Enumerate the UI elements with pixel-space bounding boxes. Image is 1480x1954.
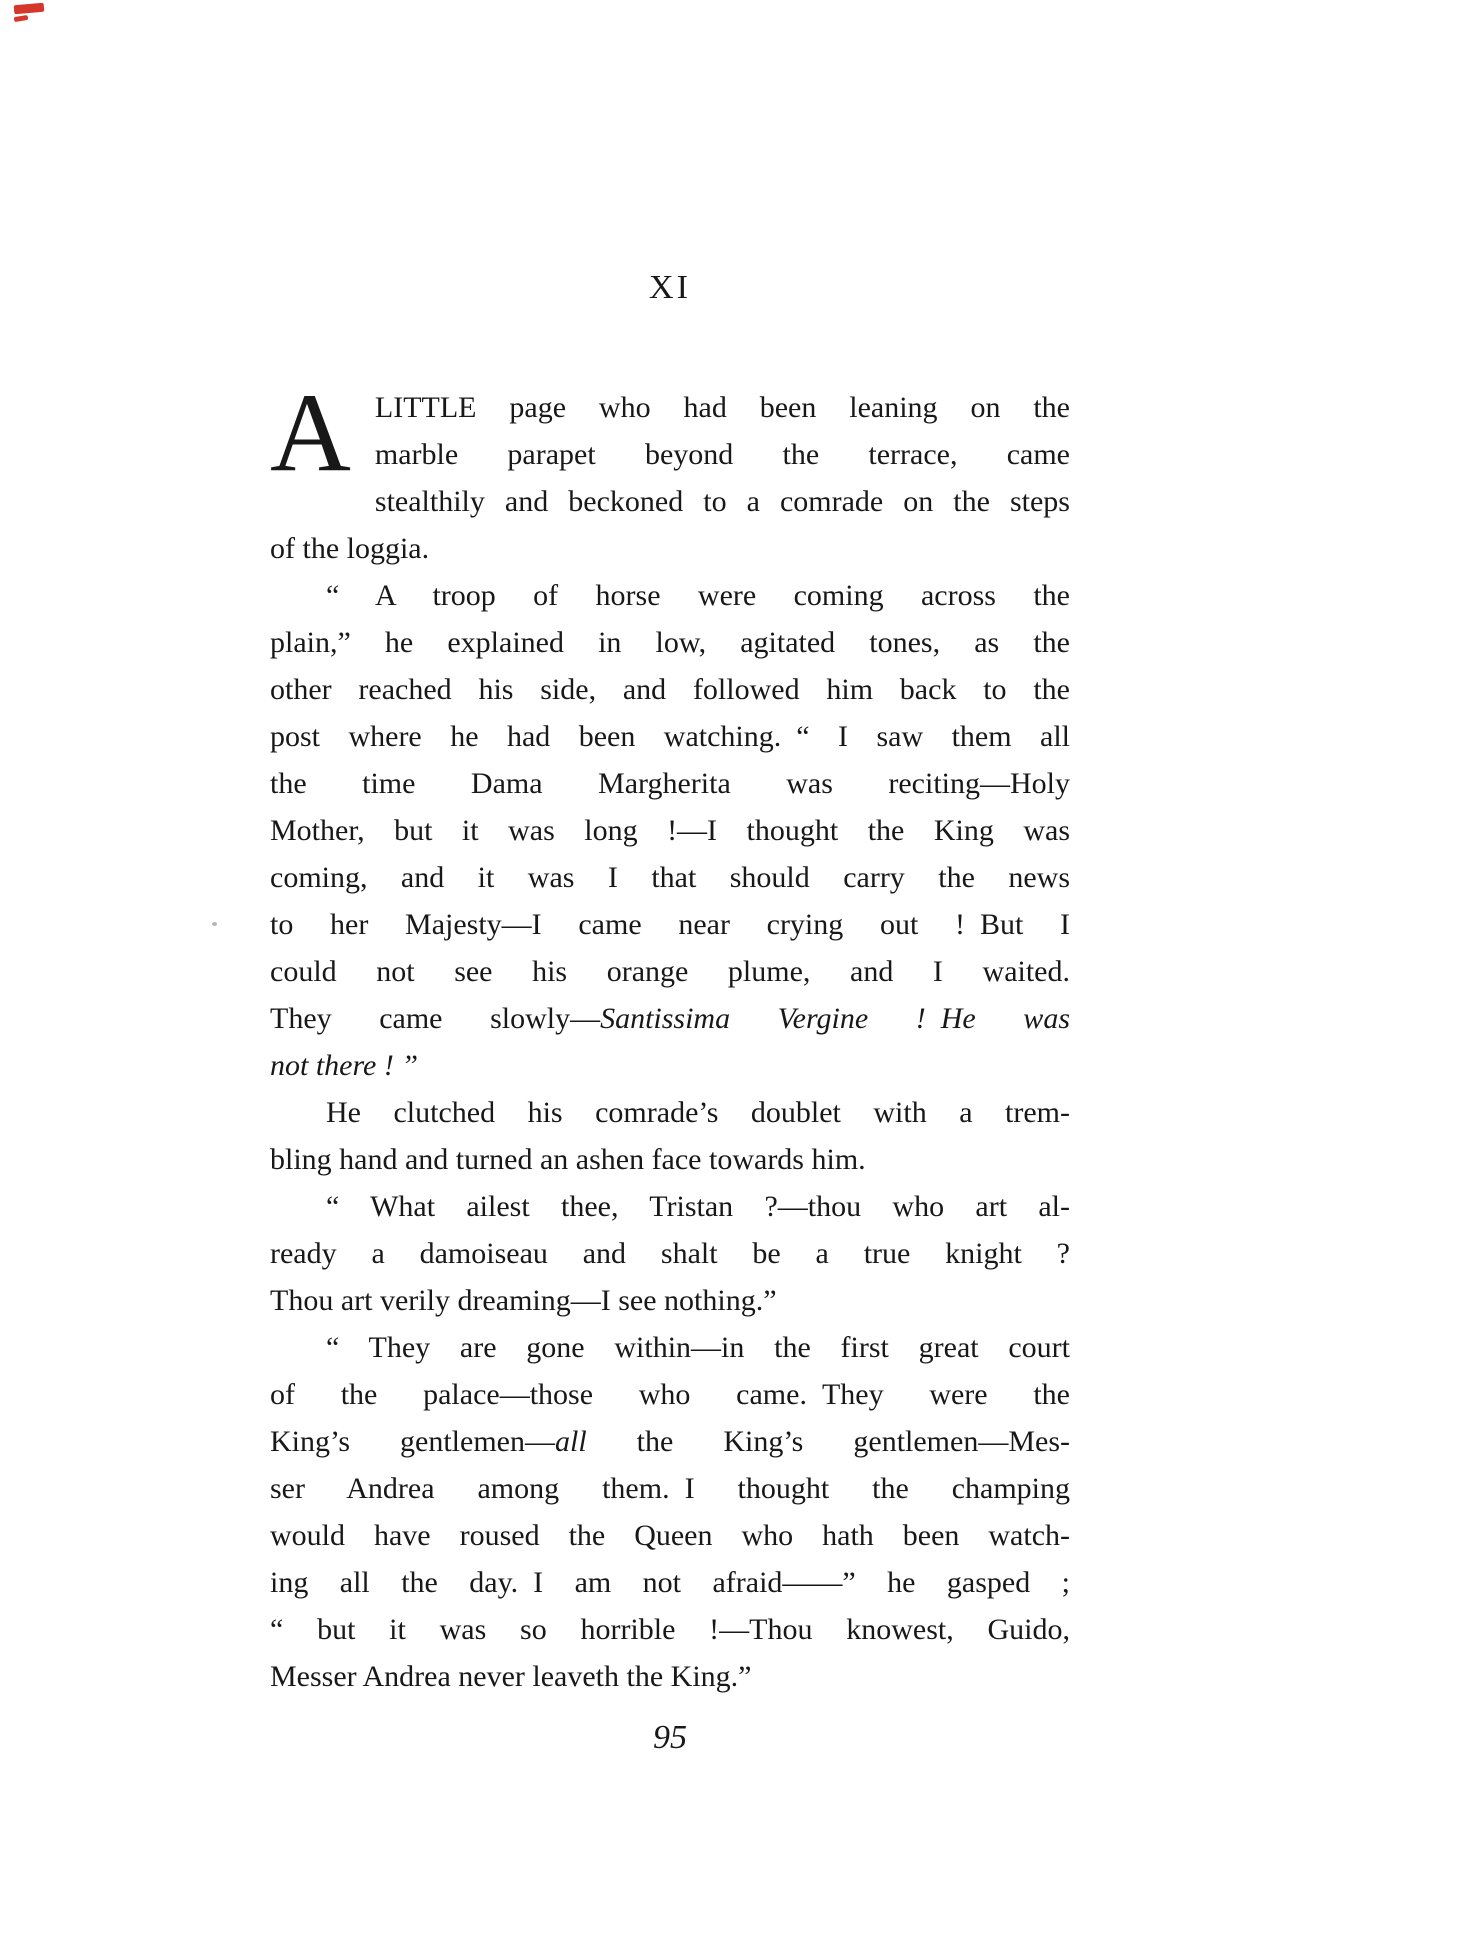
- text-segment: “ but it was so horrible !—Thou knowest, Guido,: [270, 1613, 1070, 1646]
- text-segment: ing all the day. I am not afraid——” he gasped ;: [270, 1566, 1070, 1599]
- text-segment: ready a damoiseau and shalt be a true knight ?: [270, 1237, 1070, 1270]
- text-line: [270, 431, 1070, 478]
- chapter-heading: XI: [649, 269, 691, 306]
- text-segment: of the palace—those who came. They were the: [270, 1378, 1070, 1411]
- text-line: [270, 901, 1070, 948]
- red-scan-mark: [14, 15, 29, 22]
- text-segment: the King’s gentlemen—Mes-: [586, 1425, 1070, 1458]
- text-line: [270, 619, 1070, 666]
- text-segment: the time Dama Margherita was reciting—Holy: [270, 767, 1070, 800]
- red-scan-mark: [14, 3, 45, 15]
- text-segment: Messer Andrea never leaveth the King.”: [270, 1660, 752, 1693]
- text-segment: marble parapet beyond the terrace, came: [374, 438, 1070, 471]
- text-segment: “ What ailest thee, Tristan ?—thou who art al-: [326, 1190, 1070, 1223]
- page-number: 95: [653, 1719, 687, 1756]
- text-line: [270, 1653, 1070, 1700]
- text-line: [270, 1465, 1070, 1512]
- text-segment: They came slowly—: [270, 1002, 601, 1035]
- text-line: [270, 1512, 1070, 1559]
- text-segment: could not see his orange plume, and I waited.: [270, 955, 1070, 988]
- text-line: [270, 1559, 1070, 1606]
- text-segment: ser Andrea among them. I thought the champing: [270, 1472, 1070, 1505]
- text-line: [270, 854, 1070, 901]
- paragraph: [270, 572, 1070, 1089]
- text-line: [270, 1089, 1070, 1136]
- text-segment: LITTLE page who had been leaning on the: [374, 391, 1070, 424]
- text-line: [270, 1230, 1070, 1277]
- text-line: [270, 1324, 1070, 1371]
- text-segment: “ A troop of horse were coming across the: [326, 579, 1070, 612]
- text-line: [270, 666, 1070, 713]
- scan-speck: [212, 922, 217, 926]
- text-line: [270, 1136, 1070, 1183]
- text-line: [270, 1371, 1070, 1418]
- text-segment: post where he had been watching. “ I saw them all: [270, 720, 1070, 753]
- text-segment: of the loggia.: [270, 532, 430, 565]
- text-segment: bling hand and turned an ashen face towards him.: [270, 1143, 866, 1176]
- text-line: [270, 1042, 1070, 1089]
- text-line: [270, 713, 1070, 760]
- text-line: [270, 1418, 1070, 1465]
- text-segment: Thou art verily dreaming—I see nothing.”: [270, 1284, 777, 1317]
- italic-text: all: [554, 1425, 587, 1458]
- text-segment: coming, and it was I that should carry the news: [270, 861, 1070, 894]
- text-line: [270, 760, 1070, 807]
- text-line: [270, 525, 1070, 572]
- text-segment: Mother, but it was long !—I thought the King was: [270, 814, 1070, 847]
- text-line: [270, 1606, 1070, 1653]
- paragraph: [270, 371, 1070, 572]
- text-segment: He clutched his comrade’s doublet with a trem-: [326, 1096, 1070, 1129]
- text-line: [270, 572, 1070, 619]
- text-line: [270, 1183, 1070, 1230]
- text-segment: King’s gentlemen—: [270, 1425, 555, 1458]
- text-segment: “ They are gone within—in the first great court: [326, 1331, 1070, 1364]
- paragraph: [270, 1324, 1070, 1700]
- text-line: [270, 478, 1070, 525]
- text-line: [270, 1277, 1070, 1324]
- paragraph: [270, 1089, 1070, 1183]
- text-segment: other reached his side, and followed him back to the: [270, 673, 1070, 706]
- paragraphs: [270, 371, 1070, 1700]
- text-line: [270, 948, 1070, 995]
- italic-text: Santissima Vergine ! He was: [600, 1002, 1070, 1035]
- text-line: [270, 995, 1070, 1042]
- text-segment: to her Majesty—I came near crying out ! But I: [270, 908, 1070, 941]
- text-line: [270, 384, 1070, 431]
- text-segment: would have roused the Queen who hath been watch-: [270, 1519, 1070, 1552]
- text-segment: plain,” he explained in low, agitated tones, as the: [270, 626, 1070, 659]
- text-block: [270, 0, 1070, 1758]
- text-line: [270, 807, 1070, 854]
- paragraph: [270, 1183, 1070, 1324]
- text-segment: stealthily and beckoned to a comrade on the steps: [374, 485, 1070, 518]
- drop-cap: A: [270, 371, 351, 495]
- italic-text: not there ! ”: [270, 1049, 419, 1082]
